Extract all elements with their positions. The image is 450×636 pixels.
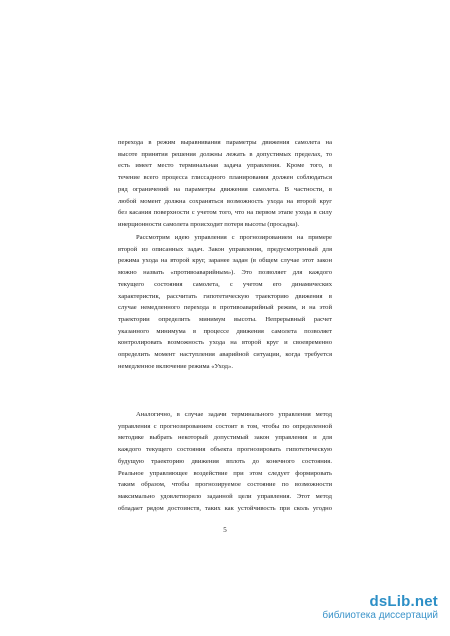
text-line: можно назвать «противоаварийным»). Это позволяет для каждого [118, 269, 332, 277]
text-line: траектории определить минимум высоты. Непрерывный расчет [118, 315, 332, 323]
text-line: немедленное включение режима «Уход». [118, 362, 233, 370]
text-line: Рассмотрим идею управления с прогнозированием на примере [136, 234, 332, 241]
watermark[interactable] [322, 594, 438, 622]
text-line: есть имеет место терминальная задача управления. Кроме того, в [118, 162, 332, 170]
paragraph-2 [118, 232, 332, 372]
text-line: режима ухода на второй круг, заранее задан (в общем случае этот закон [118, 257, 332, 265]
text-line: течение всего процесса глиссадного планирования должен соблюдаться [118, 174, 332, 182]
text-line: Реальное управляющее воздействие при этом следует формировать [118, 469, 332, 477]
text-line: характеристик, рассчитать гипотетическую траекторию движения в [118, 292, 332, 300]
text-line: второй из описанных задач. Закон управления, предусмотренный для [118, 245, 332, 253]
watermark-logo[interactable]: dsLib.net [369, 593, 438, 610]
text-line: указанного минимума в процессе движения самолета позволяет [118, 327, 332, 335]
text-line: без касания поверхности с учетом того, что на первом этапе ухода в силу [118, 209, 332, 217]
text-line: определить момент наступления аварийной ситуации, когда требуется [118, 351, 332, 359]
paragraph-1 [118, 137, 332, 231]
text-line: обладает рядом достоинств, таких как устойчивость при сколь угодно [118, 504, 332, 512]
text-line: максимально удовлетворяло заданной цели управления. Этот метод [118, 492, 332, 500]
text-line: высоте принятия решения должны лежать в допустимых пределах, то [118, 150, 332, 158]
page-number: 5 [223, 526, 227, 534]
text-line: ряд ограничений на параметры движения самолета. В частности, в [118, 185, 332, 193]
text-line: инерционности самолета происходит потеря высоты (просадка). [118, 220, 300, 228]
text-line: управления с прогнозированием состоит в том, чтобы по определенной [118, 422, 332, 430]
watermark-subtitle: библиотека диссертаций [322, 610, 438, 621]
text-line: перехода в режим выравнивания параметры движения самолета на [118, 139, 332, 146]
text-line: таким образом, чтобы прогнозируемое состояние по возможности [118, 481, 332, 489]
text-line: текущего состояния самолета, с учетом его динамических [118, 280, 332, 288]
paragraph-3 [118, 409, 332, 514]
text-line: Аналогично, в случае задачи терминального управления метод [136, 411, 332, 418]
text-line: будущую траекторию движения вплоть до конечного состояния. [118, 457, 332, 465]
text-line: контролировать возможность ухода на второй круг и своевременно [118, 339, 332, 347]
text-line: любой момент должна сохраняться возможность ухода на второй круг [118, 197, 332, 205]
text-line: каждого текущего состояния объекта прогнозировать гипотетическую [118, 446, 332, 454]
text-line: случае немедленного перехода в противоаварийный режим, и на этой [118, 304, 332, 312]
text-line: методике выбрать некоторый допустимый закон управления и для [118, 434, 332, 442]
